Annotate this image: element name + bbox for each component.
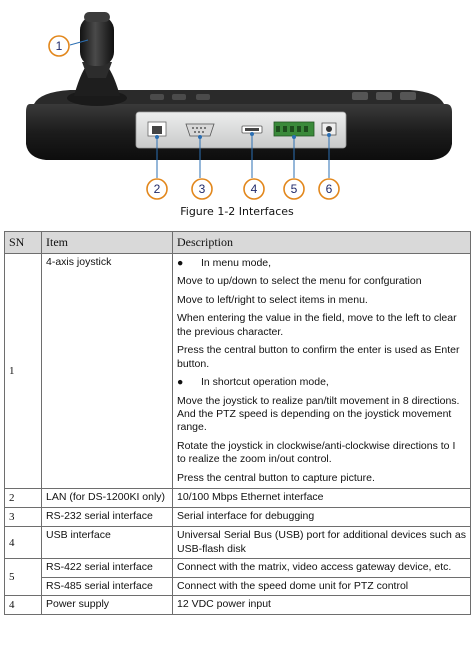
- table-header-row: [5, 232, 471, 254]
- table-row-rs232: [5, 508, 471, 527]
- description-line: ● In menu mode,: [177, 257, 272, 269]
- description-line: Rotate the joystick in clockwise/anti-clockwise directions to I to realize the zoom in/out control.: [177, 439, 456, 466]
- callout-3-label: 3: [198, 182, 206, 196]
- callout-6-label: 6: [325, 182, 333, 196]
- description-line: ● In shortcut operation mode,: [177, 376, 329, 389]
- keyboard-illustration: [0, 0, 474, 220]
- description-cell: [173, 254, 471, 489]
- table-row-rs485: [5, 577, 471, 595]
- sn-cell: 5: [5, 559, 42, 596]
- description-cell: Serial interface for debugging: [173, 508, 471, 527]
- description-line: When entering the value in the field, move to the left to clear the previous character.: [177, 312, 457, 338]
- description-cell: Connect with the matrix, video access gateway device, etc.: [173, 559, 471, 577]
- callout-2-label: 2: [153, 182, 161, 196]
- sn-cell: 2: [5, 489, 42, 508]
- item-cell: USB interface: [42, 527, 173, 559]
- item-cell: 4-axis joystick: [42, 254, 173, 489]
- item-cell: RS-422 serial interface: [42, 559, 173, 577]
- description-line: Press the central button to capture picture.: [177, 471, 375, 484]
- description-cell: 12 VDC power input: [173, 596, 471, 615]
- description-line: Move the joystick to realize pan/tilt movement in 8 directions. And the PTZ speed is depending on the joystick movement range.: [177, 394, 460, 434]
- header-description: Description: [173, 232, 471, 254]
- callout-5-label: 5: [290, 182, 298, 196]
- table-row-joystick: [5, 254, 471, 489]
- sn-cell: 3: [5, 508, 42, 527]
- description-line: Press the central button to confirm the enter is used as Enter button.: [177, 344, 460, 370]
- item-cell: Power supply: [42, 596, 173, 615]
- interfaces-figure: [0, 0, 474, 220]
- item-cell: RS-232 serial interface: [42, 508, 173, 527]
- table-row-usb: [5, 527, 471, 559]
- description-cell: 10/100 Mbps Ethernet interface: [173, 489, 471, 508]
- interfaces-table: [4, 231, 471, 615]
- header-item: Item: [42, 232, 173, 254]
- item-cell: RS-485 serial interface: [42, 577, 173, 595]
- sn-cell: 1: [5, 254, 42, 489]
- bullet-icon: ●: [177, 257, 184, 269]
- callout-4-label: 4: [250, 182, 258, 196]
- table-row-power: [5, 596, 471, 615]
- item-cell: LAN (for DS-1200KI only): [42, 489, 173, 508]
- description-line: Move to left/right to select items in menu.: [177, 293, 368, 306]
- bullet-icon: ●: [177, 376, 184, 389]
- table-row-lan: [5, 489, 471, 508]
- header-sn: SN: [5, 232, 42, 254]
- sn-cell: 4: [5, 596, 42, 615]
- description-cell: Universal Serial Bus (USB) port for additional devices such as USB-flash disk: [173, 527, 471, 559]
- figure-caption: Figure 1-2 Interfaces: [180, 205, 294, 218]
- sn-cell: 4: [5, 527, 42, 559]
- description-line: Move to up/down to select the menu for confguration: [177, 275, 422, 288]
- callout-1-label: 1: [55, 39, 63, 53]
- description-cell: Connect with the speed dome unit for PTZ control: [173, 577, 471, 595]
- table-row-rs422: [5, 559, 471, 577]
